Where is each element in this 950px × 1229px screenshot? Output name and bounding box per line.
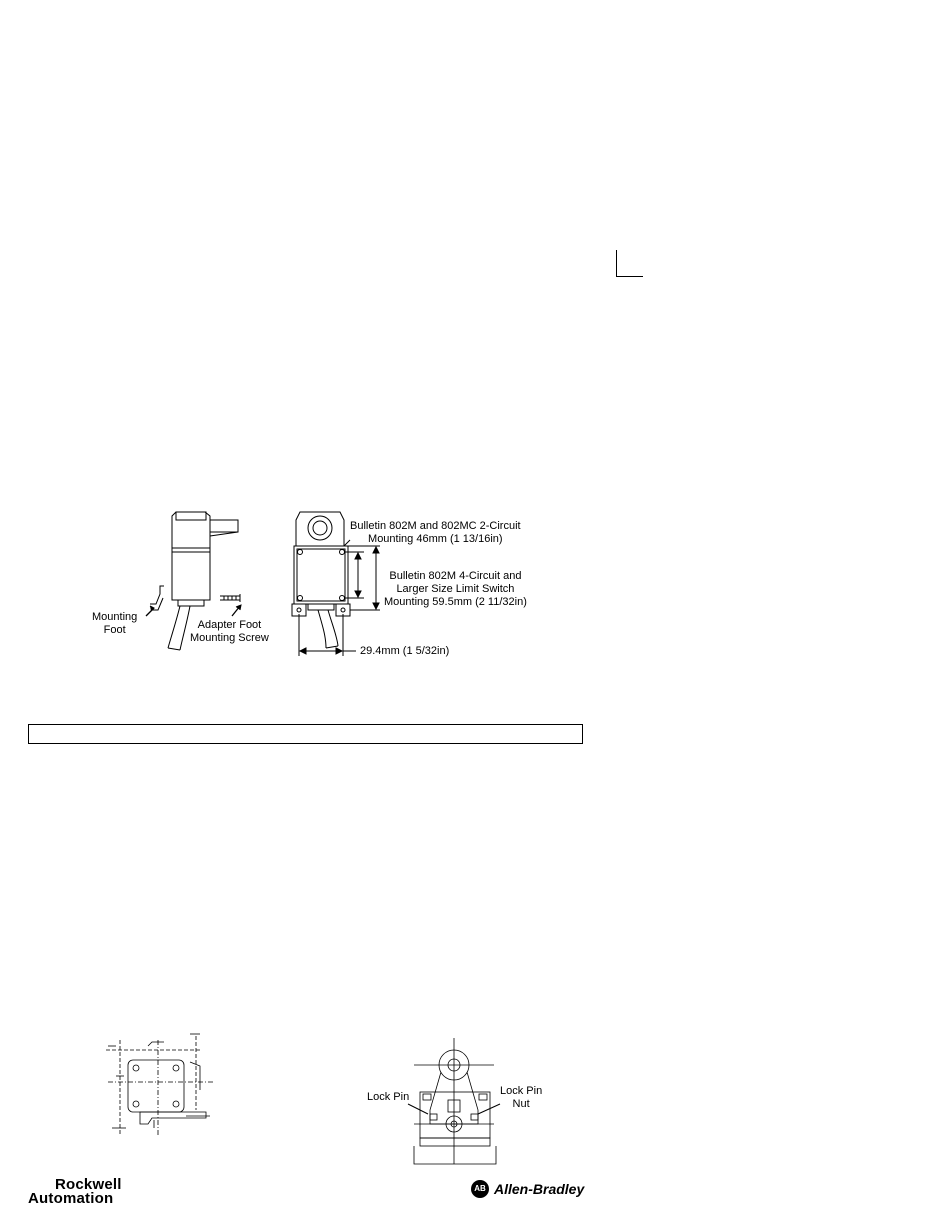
rockwell-automation-logo — [28, 1178, 122, 1206]
allen-bradley-logo-text: Allen-Bradley — [494, 1181, 585, 1197]
rockwell-logo-line1: Rockwell — [55, 1176, 122, 1193]
allen-bradley-badge-icon: AB — [471, 1180, 489, 1198]
lock-pin-label: Lock Pin — [367, 1091, 410, 1103]
width-dimension-label: 29.4mm (1 5/32in) — [360, 645, 450, 657]
bulletin-2circuit-label: Bulletin 802M and 802MC 2-Circuit Mounting 46mm (1 13/16in) — [350, 520, 521, 545]
lever-arm-view — [408, 1038, 500, 1164]
rockwell-logo-line2: Automation — [28, 1190, 114, 1207]
mounting-foot-label: Mounting Foot — [92, 611, 138, 636]
lock-pin-nut-label: Lock Pin Nut — [500, 1085, 543, 1110]
hole-pattern-view — [106, 1034, 214, 1136]
bulletin-4circuit-label: Bulletin 802M 4-Circuit and Larger Size Limit Switch Mounting 59.5mm (2 11/32in) — [384, 570, 527, 608]
adapter-screw-label: Adapter Foot Mounting Screw — [190, 619, 269, 644]
